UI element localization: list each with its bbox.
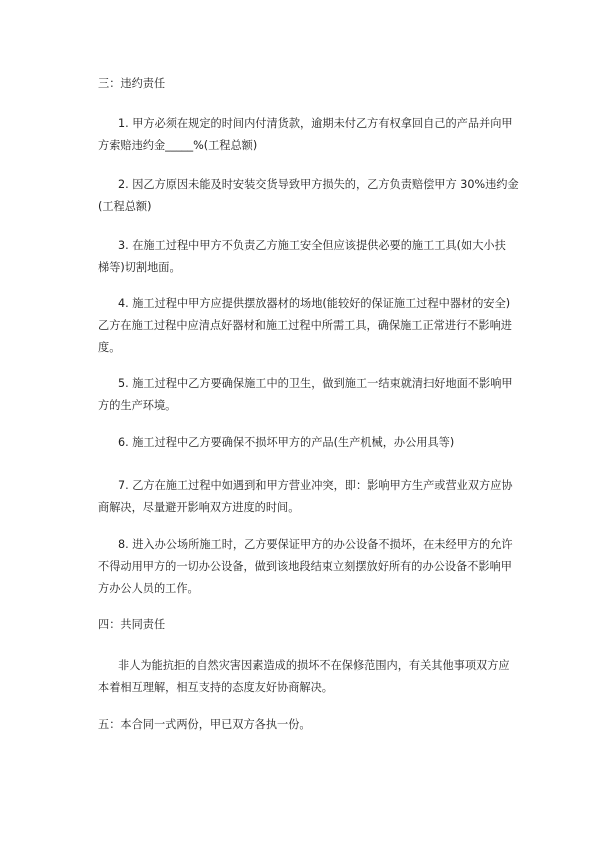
clause-3-line-2: 梯等)切割地面。 — [98, 261, 181, 274]
clause-5-line-1: 5. 施工过程中乙方要确保施工中的卫生，做到施工一结束就清扫好地面不影响甲 — [118, 377, 513, 390]
clause-8 — [98, 534, 528, 600]
clause-2 — [98, 174, 528, 218]
clause-2-line-1: 2. 因乙方原因未能及时安装交货导致甲方损失的，乙方负责赔偿甲方 30%违约金 — [118, 178, 519, 191]
clause-2-line-2: (工程总额) — [98, 200, 152, 213]
section-5 — [98, 714, 528, 736]
section-3-heading-text: 三：违约责任 — [98, 77, 166, 90]
section-4-body — [98, 655, 528, 699]
clause-8-line-3: 方办公人员的工作。 — [98, 582, 199, 595]
clause-4-line-3: 度。 — [98, 341, 121, 354]
clause-1-line-2: 方索赔违约金_____%(工程总额) — [98, 139, 258, 152]
clause-8-line-1: 8. 进入办公场所施工时，乙方要保证甲方的办公设备不损坏，在未经甲方的允许 — [118, 538, 513, 551]
clause-1-line-1: 1. 甲方必须在规定的时间内付清货款，逾期未付乙方有权拿回自己的产品并向甲 — [118, 117, 513, 130]
section-4-line-2: 本着相互理解，相互支持的态度友好协商解决。 — [98, 681, 333, 694]
clause-1 — [98, 113, 528, 157]
clause-8-line-2: 不得动用甲方的一切办公设备，做到该地段结束立刻摆放好所有的办公设备不影响甲 — [98, 560, 512, 573]
clause-4-line-2: 乙方在施工过程中应清点好器材和施工过程中所需工具，确保施工正常进行不影响进 — [98, 319, 512, 332]
section-4-heading-text: 四：共同责任 — [98, 618, 166, 631]
clause-6-line-1: 6. 施工过程中乙方要确保不损坏甲方的产品(生产机械，办公用具等) — [118, 436, 455, 449]
clause-3 — [98, 235, 528, 279]
section-5-text: 五：本合同一式两份，甲已双方各执一份。 — [98, 718, 311, 731]
clause-7-line-2: 商解决，尽量避开影响双方进度的时间。 — [98, 501, 300, 514]
clause-7 — [98, 475, 528, 519]
clause-5-line-2: 方的生产环境。 — [98, 399, 177, 412]
clause-4 — [98, 293, 528, 359]
section-4-heading — [98, 614, 528, 636]
section-4-line-1: 非人为能抗拒的自然灾害因素造成的损坏不在保修范围内，有关其他事项双方应 — [118, 659, 510, 672]
clause-3-line-1: 3. 在施工过程中甲方不负责乙方施工安全但应该提供必要的施工工具(如大小扶 — [118, 239, 506, 252]
clause-6 — [98, 432, 528, 454]
clause-5 — [98, 373, 528, 417]
clause-4-line-1: 4. 施工过程中甲方应提供摆放器材的场地(能较好的保证施工过程中器材的安全) — [118, 297, 511, 310]
clause-7-line-1: 7. 乙方在施工过程中如遇到和甲方营业冲突，即：影响甲方生产或营业双方应协 — [118, 479, 513, 492]
section-3-heading — [98, 73, 528, 95]
